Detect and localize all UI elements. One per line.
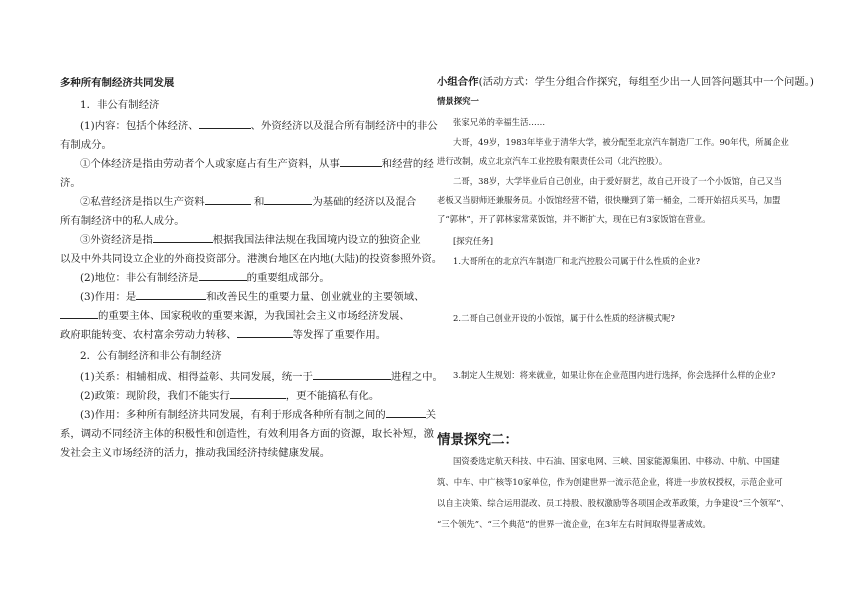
fill-blank bbox=[264, 195, 312, 205]
content-line: “三个领先”、“三个典范”的世界一流企业，在3年左右时间取得显著成效。 bbox=[437, 519, 711, 529]
content-line: 政府职能转变、农村富余劳动力转移、 等发挥了重要作用。 bbox=[60, 329, 387, 341]
question-3: 3.制定人生规划：将来就业，如果让你在企业范围内进行选择，你会选择什么样的企业? bbox=[453, 370, 776, 380]
subsection-heading-2: 2．公有制经济和非公有制经济 bbox=[80, 350, 222, 362]
fill-blank bbox=[313, 370, 391, 380]
task-label: [探究任务] bbox=[453, 236, 494, 246]
fill-blank bbox=[386, 408, 426, 418]
content-line: 以及中外共同设立企业的外商投资部分。港澳台地区在内地(大陆)的投资参照外资。 bbox=[60, 253, 443, 265]
content-line: 系，调动不同经济主体的积极性和创造性，有效利用各方面的资源，取长补短，激 bbox=[60, 428, 435, 440]
fill-blank bbox=[199, 119, 251, 129]
content-line: (2)地位：非公有制经济是 的重要组成部分。 bbox=[80, 272, 330, 284]
section-title: 多种所有制经济共同发展 bbox=[60, 77, 175, 89]
content-line: 大哥，49岁，1983年毕业于清华大学，被分配至北京汽车制造厂工作。90年代，所属企业 bbox=[453, 137, 789, 147]
content-line: 济。 bbox=[60, 177, 81, 189]
content-line: 的重要主体、国家税收的重要来源，为我国社会主义市场经济发展、 bbox=[60, 307, 410, 322]
subsection-heading-1: 1．非公有制经济 bbox=[80, 99, 160, 111]
case-intro: 张家兄弟的幸福生活…… bbox=[453, 117, 546, 127]
content-line: 发社会主义市场经济的活力，推动我国经济持续健康发展。 bbox=[60, 447, 331, 459]
fill-blank bbox=[60, 309, 98, 319]
content-line: 进行改制，成立北京汽车工业控股有限责任公司（北汽控股）。 bbox=[437, 156, 668, 166]
fill-blank bbox=[237, 328, 293, 338]
content-line: 有制成分。 bbox=[60, 139, 112, 151]
question-2: 2.二哥自己创业开设的小饭馆，属于什么性质的经济模式呢? bbox=[453, 313, 675, 323]
content-line: ②私营经济是指以生产资料 和 为基础的经济以及混合 bbox=[80, 196, 417, 208]
fill-blank bbox=[199, 271, 247, 281]
question-1: 1.大哥所在的北京汽车制造厂和北汽控股公司属于什么性质的企业? bbox=[453, 256, 700, 266]
content-line: 二哥，38岁，大学毕业后自己创业，由于爱好厨艺，故自己开设了一个小饭馆，自己又当 bbox=[453, 176, 782, 186]
fill-blank bbox=[136, 290, 206, 300]
content-line: ①个体经济是指由劳动者个人或家庭占有生产资料，从事 和经营的经 bbox=[80, 158, 434, 170]
content-line: (3)作用：是 和改善民生的重要力量、创业就业的主要领域、 bbox=[80, 291, 425, 303]
content-line: 以自主决策、综合运用混改、员工持股、股权激励等各项国企改革政策，力争建设“三个领军”、 bbox=[437, 498, 789, 508]
content-line: (3)作用：多种所有制经济共同发展，有利于形成各种所有制之间的 关 bbox=[80, 409, 437, 421]
case-two-title: 情景探究二： bbox=[437, 432, 518, 448]
content-line: 筑、中车、中广核等10家单位，作为创建世界一流示范企业，将进一步放权授权，示范企业可 bbox=[437, 477, 783, 487]
content-line: (2)政策：现阶段，我们不能实行 ，更不能搞私有化。 bbox=[80, 390, 380, 402]
content-line: ③外资经济是指 根据我国法律法规在我国境内设立的独资企业 bbox=[80, 234, 421, 246]
content-line: (1)关系：相辅相成、相得益彰、共同发展，统一于 进程之中。 bbox=[80, 371, 443, 383]
content-line: 老板又当厨师还兼服务员。小饭馆经营不错，很快赚到了第一桶金，二哥开始招兵买马，加盟 bbox=[437, 195, 781, 205]
fill-blank bbox=[205, 195, 251, 205]
content-line: 了“郭林”，开了郭林家常菜饭馆，并不断扩大，现在已有3家饭馆在营业。 bbox=[437, 214, 711, 224]
content-line: 所有制经济中的私人成分。 bbox=[60, 215, 185, 227]
fill-blank bbox=[153, 233, 213, 243]
fill-blank bbox=[230, 389, 286, 399]
content-line: 国资委选定航天科技、中石油、国家电网、三峡、国家能源集团、中移动、中航、中国建 bbox=[453, 456, 780, 466]
fill-blank bbox=[340, 157, 382, 167]
content-line: (1)内容：包括个体经济、 、外资经济以及混合所有制经济中的非公 bbox=[80, 120, 438, 132]
group-heading: 小组合作(活动方式：学生分组合作探究，每组至少出一人回答问题其中一个问题。) bbox=[437, 76, 814, 88]
case-one-title: 情景探究一 bbox=[437, 96, 479, 106]
